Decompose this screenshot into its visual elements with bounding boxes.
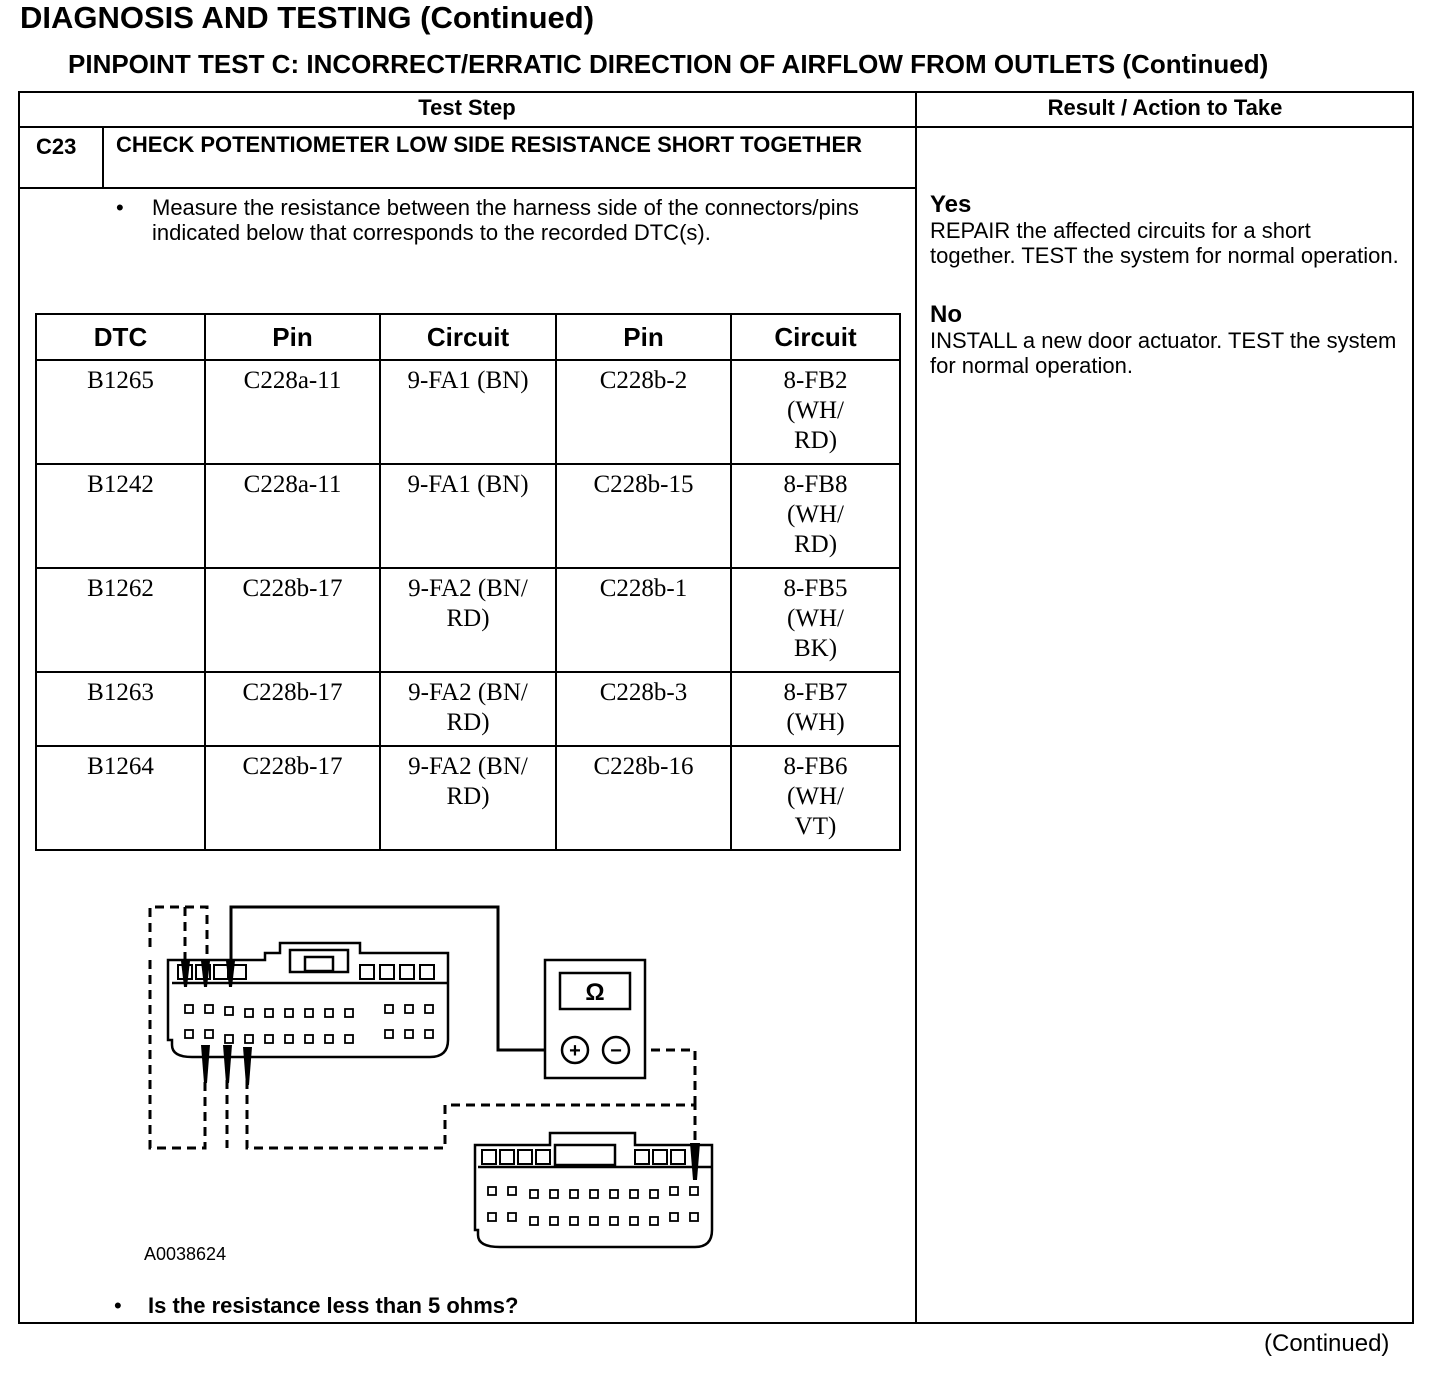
table-row (36, 568, 900, 672)
header-pin: Pin (205, 314, 380, 360)
header-dtc: DTC (36, 314, 205, 360)
probe-icon (201, 1045, 210, 1083)
table-row (36, 464, 900, 568)
cell-pin: C228b-2 (556, 360, 731, 464)
cell-circuit: 8-FB6 (WH/ VT) (731, 746, 900, 850)
dashed-lead (150, 907, 207, 965)
cell-circuit: 8-FB5 (WH/ BK) (731, 568, 900, 672)
cell-pin: C228a-11 (205, 360, 380, 464)
probe-icon (243, 1047, 252, 1085)
cell-circuit: 9-FA2 (BN/ RD) (380, 746, 556, 850)
connector-wiring-diagram (130, 895, 730, 1270)
cell-circuit: 8-FB8 (WH/ RD) (731, 464, 900, 568)
cell-circuit: 9-FA1 (BN) (380, 360, 556, 464)
result-no-label: No (930, 301, 962, 328)
column-header-test-step: Test Step (418, 95, 516, 120)
header-pin: Pin (556, 314, 731, 360)
step-number-divider (102, 127, 104, 188)
connector-c228a (168, 943, 448, 1085)
cell-pin: C228b-17 (205, 746, 380, 850)
cell-circuit: 8-FB2 (WH/ RD) (731, 360, 900, 464)
probe-icon (223, 1045, 232, 1083)
cell-circuit: 9-FA1 (BN) (380, 464, 556, 568)
table-row (36, 360, 900, 464)
page-title: DIAGNOSIS AND TESTING (Continued) (20, 0, 595, 35)
step-question: Is the resistance less than 5 ohms? (148, 1293, 519, 1318)
bullet-icon: • (114, 1293, 122, 1318)
header-circuit: Circuit (380, 314, 556, 360)
cell-pin: C228b-17 (205, 568, 380, 672)
connector-c228b (475, 1133, 712, 1247)
ohmmeter (545, 960, 645, 1078)
column-header-result: Result / Action to Take (1047, 95, 1283, 120)
cell-pin: C228b-16 (556, 746, 731, 850)
pinpoint-test-title: PINPOINT TEST C: INCORRECT/ERRATIC DIRECTION OF AIRFLOW FROM OUTLETS (Continued) (68, 49, 1269, 79)
table-header-row (36, 314, 900, 360)
plus-label: + (569, 1040, 581, 1062)
table-row (36, 672, 900, 746)
cell-pin: C228a-11 (205, 464, 380, 568)
ohm-symbol: Ω (585, 979, 605, 1006)
cell-pin: C228b-3 (556, 672, 731, 746)
continued-note: (Continued) (1264, 1330, 1390, 1357)
step-title-rule (19, 187, 916, 189)
table-row (36, 746, 900, 850)
cell-pin: C228b-15 (556, 464, 731, 568)
cell-circuit: 8-FB7 (WH) (731, 672, 900, 746)
cell-pin: C228b-17 (205, 672, 380, 746)
cell-circuit: 9-FA2 (BN/ RD) (380, 672, 556, 746)
cell-circuit: 9-FA2 (BN/ RD) (380, 568, 556, 672)
dtc-table (35, 313, 901, 851)
bullet-icon: • (116, 195, 124, 220)
header-circuit: Circuit (731, 314, 900, 360)
result-yes-action: REPAIR the affected circuits for a short together. TEST the system for normal operation. (930, 218, 1399, 268)
column-divider (915, 92, 917, 1323)
cell-dtc: B1265 (36, 360, 205, 464)
step-instruction: Measure the resistance between the harness side of the connectors/pins indicated below that corresponds to the recorded DTC(s). (152, 195, 859, 245)
cell-dtc: B1263 (36, 672, 205, 746)
result-no-action: INSTALL a new door actuator. TEST the system for normal operation. (930, 328, 1397, 378)
result-yes-label: Yes (930, 191, 972, 218)
figure-code: A0038624 (144, 1244, 227, 1264)
minus-label: − (610, 1040, 622, 1062)
header-rule (19, 126, 1413, 128)
step-number: C23 (36, 134, 77, 159)
step-title: CHECK POTENTIOMETER LOW SIDE RESISTANCE SHORT TOGETHER (116, 132, 863, 157)
cell-dtc: B1262 (36, 568, 205, 672)
cell-dtc: B1242 (36, 464, 205, 568)
cell-dtc: B1264 (36, 746, 205, 850)
cell-pin: C228b-1 (556, 568, 731, 672)
